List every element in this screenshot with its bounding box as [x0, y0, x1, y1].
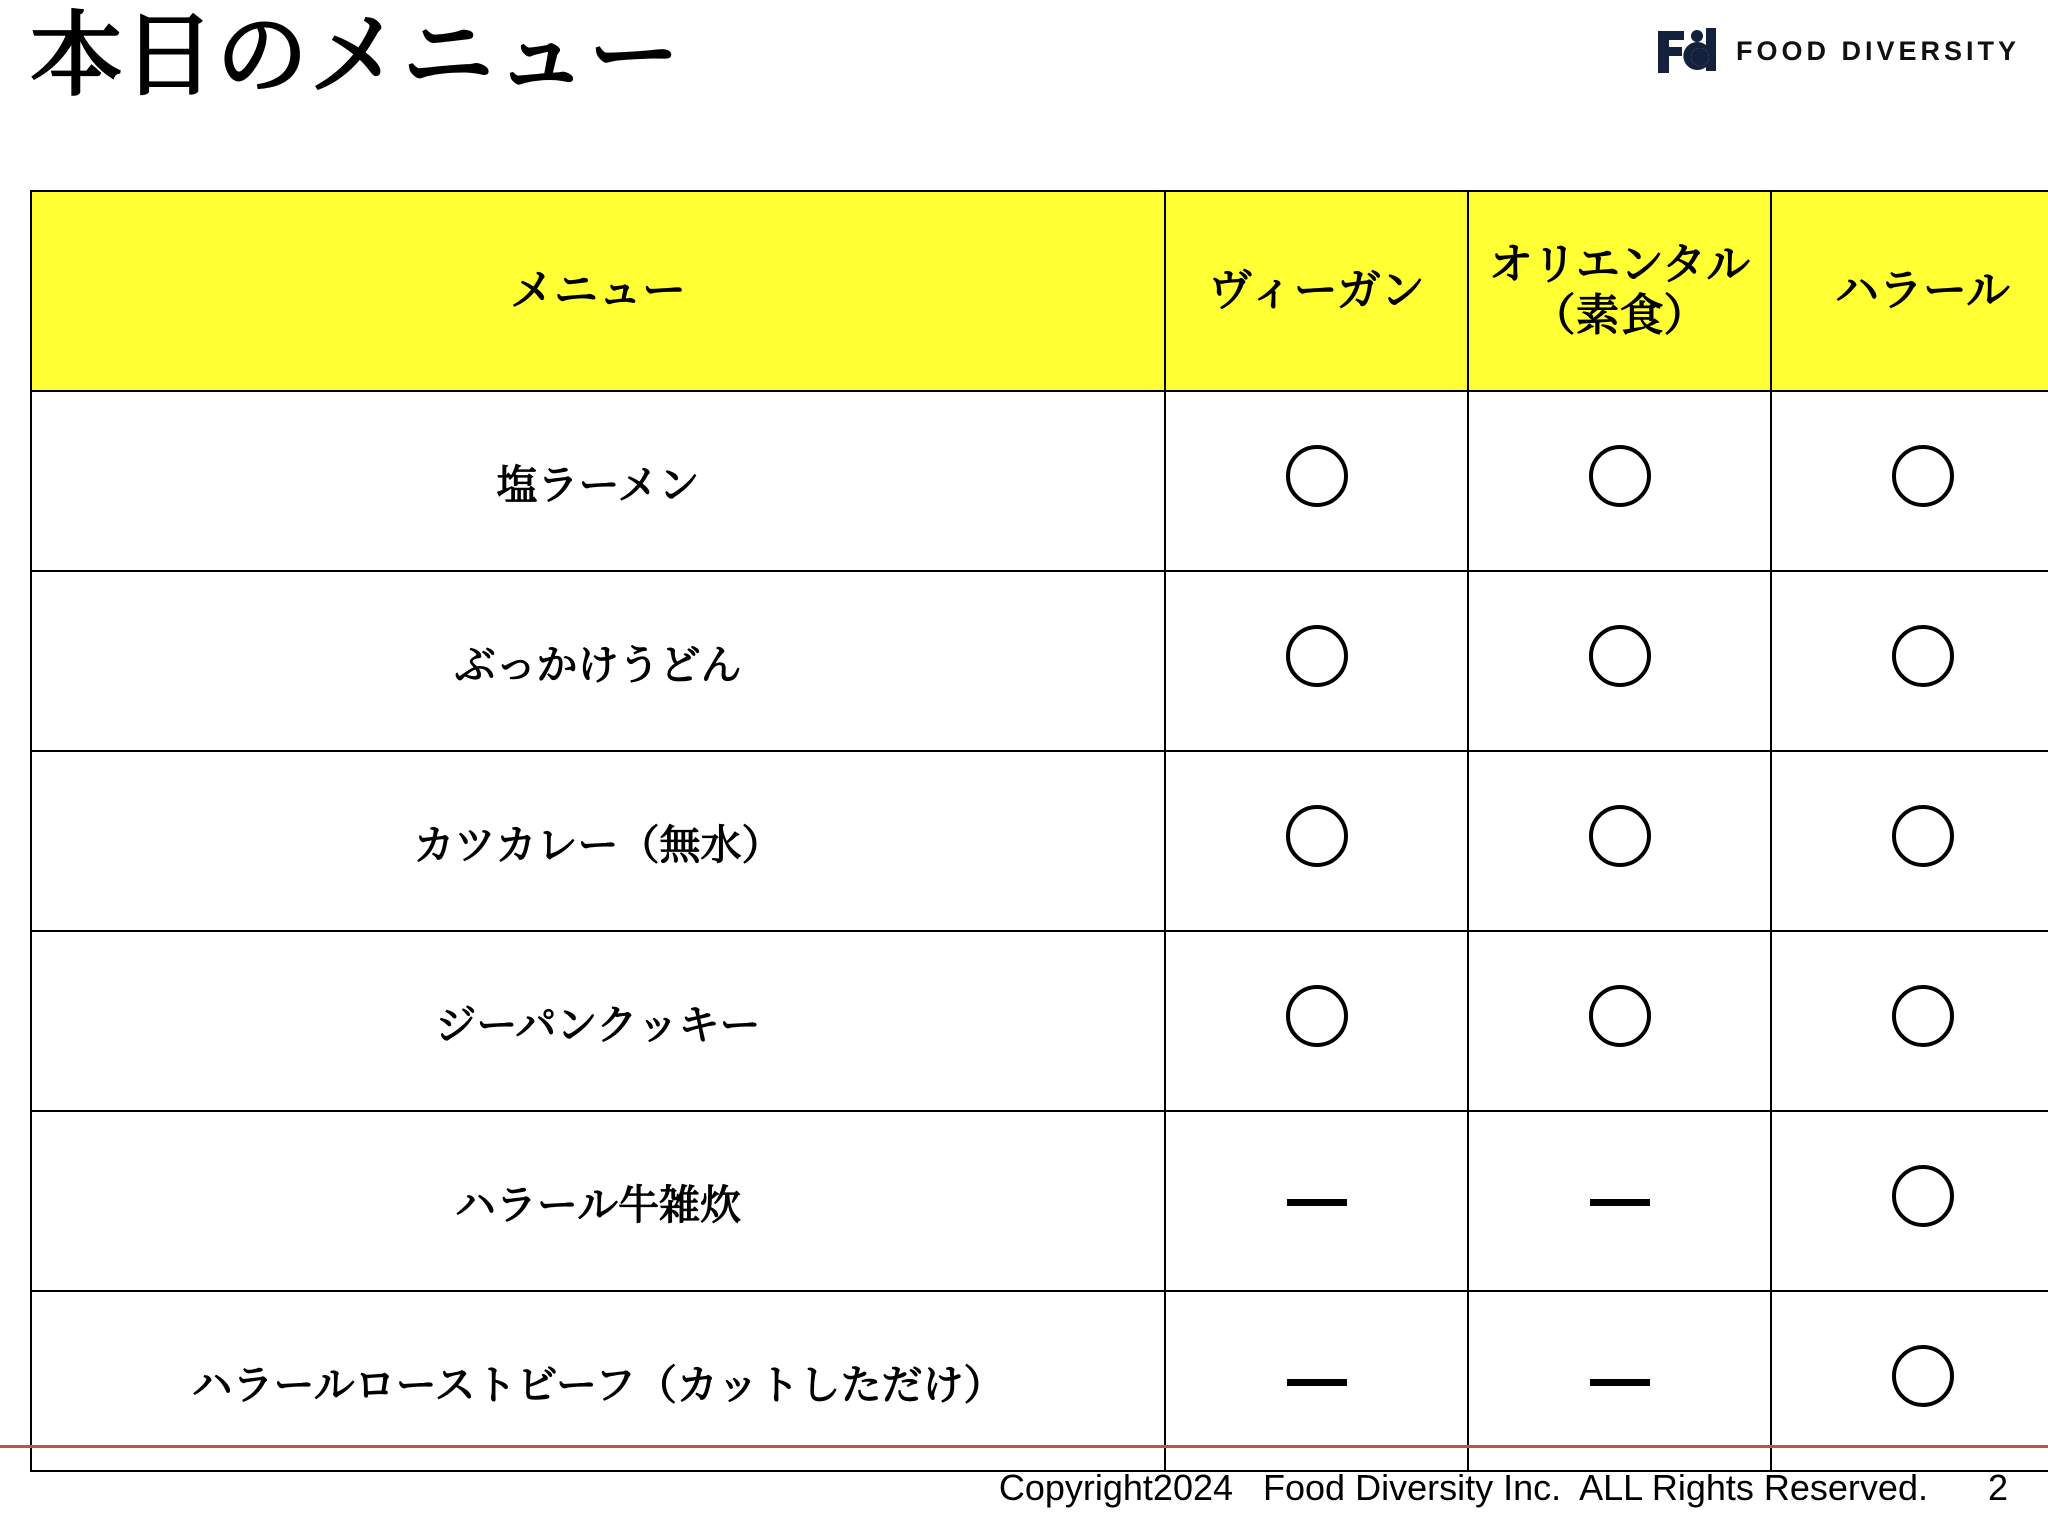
column-header-oriental-line1: オリエンタル: [1488, 240, 1751, 290]
page-title: 本日のメニュー: [30, 5, 682, 107]
page-number: 2: [1987, 1467, 2008, 1508]
copyright-text: Copyright2024 Food Diversity Inc. ALL Rights Reserved.: [998, 1467, 1928, 1508]
dash-icon: [1590, 1199, 1650, 1206]
dash-icon: [1287, 1379, 1347, 1386]
oriental-mark-cell: [1468, 1111, 1771, 1291]
column-header-halal: ハラール: [1771, 191, 2048, 391]
menu-item-name: カツカレー（無水）: [31, 751, 1165, 931]
brand-logo: [1656, 28, 2020, 74]
table-head: [31, 191, 2048, 391]
table-body: [31, 391, 2048, 1471]
table-row: [31, 751, 2048, 931]
circle-icon: [1892, 985, 1954, 1047]
slide-footer: [0, 1458, 2048, 1518]
table-row: [31, 571, 2048, 751]
vegan-mark-cell: [1165, 391, 1468, 571]
footer-divider: [0, 1445, 2048, 1448]
vegan-mark-cell: [1165, 1291, 1468, 1471]
dash-icon: [1590, 1379, 1650, 1386]
circle-icon: [1892, 445, 1954, 507]
table-row: [31, 1291, 2048, 1471]
menu-item-name: ぶっかけうどん: [31, 571, 1165, 751]
vegan-mark-cell: [1165, 571, 1468, 751]
circle-icon: [1589, 805, 1651, 867]
table-row: [31, 931, 2048, 1111]
circle-icon: [1286, 805, 1348, 867]
brand-name: FOOD DIVERSITY: [1735, 35, 2020, 66]
table-row: [31, 1111, 2048, 1291]
halal-mark-cell: [1771, 1111, 2048, 1291]
halal-mark-cell: [1771, 931, 2048, 1111]
oriental-mark-cell: [1468, 391, 1771, 571]
table-header-row: [31, 191, 2048, 391]
halal-mark-cell: [1771, 751, 2048, 931]
vegan-mark-cell: [1165, 751, 1468, 931]
menu-item-name: ハラール牛雑炊: [31, 1111, 1165, 1291]
vegan-mark-cell: [1165, 1111, 1468, 1291]
circle-icon: [1892, 805, 1954, 867]
halal-mark-cell: [1771, 1291, 2048, 1471]
oriental-mark-cell: [1468, 571, 1771, 751]
circle-icon: [1286, 985, 1348, 1047]
oriental-mark-cell: [1468, 931, 1771, 1111]
menu-item-name: ハラールローストビーフ（カットしただけ）: [31, 1291, 1165, 1471]
halal-mark-cell: [1771, 391, 2048, 571]
menu-table: [30, 190, 2048, 1472]
halal-mark-cell: [1771, 571, 2048, 751]
circle-icon: [1892, 1165, 1954, 1227]
slide-header: [0, 0, 2048, 150]
fd-logo-icon: [1656, 28, 1718, 74]
vegan-mark-cell: [1165, 931, 1468, 1111]
menu-table-container: [30, 190, 2018, 1472]
column-header-oriental: [1468, 191, 1771, 391]
circle-icon: [1589, 445, 1651, 507]
column-header-oriental-line2: （素食）: [1531, 291, 1708, 340]
circle-icon: [1892, 625, 1954, 687]
menu-item-name: 塩ラーメン: [31, 391, 1165, 571]
table-row: [31, 391, 2048, 571]
circle-icon: [1892, 1345, 1954, 1407]
column-header-vegan: ヴィーガン: [1165, 191, 1468, 391]
circle-icon: [1286, 445, 1348, 507]
circle-icon: [1589, 625, 1651, 687]
column-header-menu: メニュー: [31, 191, 1165, 391]
dash-icon: [1287, 1199, 1347, 1206]
oriental-mark-cell: [1468, 751, 1771, 931]
circle-icon: [1286, 625, 1348, 687]
circle-icon: [1589, 985, 1651, 1047]
oriental-mark-cell: [1468, 1291, 1771, 1471]
menu-item-name: ジーパンクッキー: [31, 931, 1165, 1111]
